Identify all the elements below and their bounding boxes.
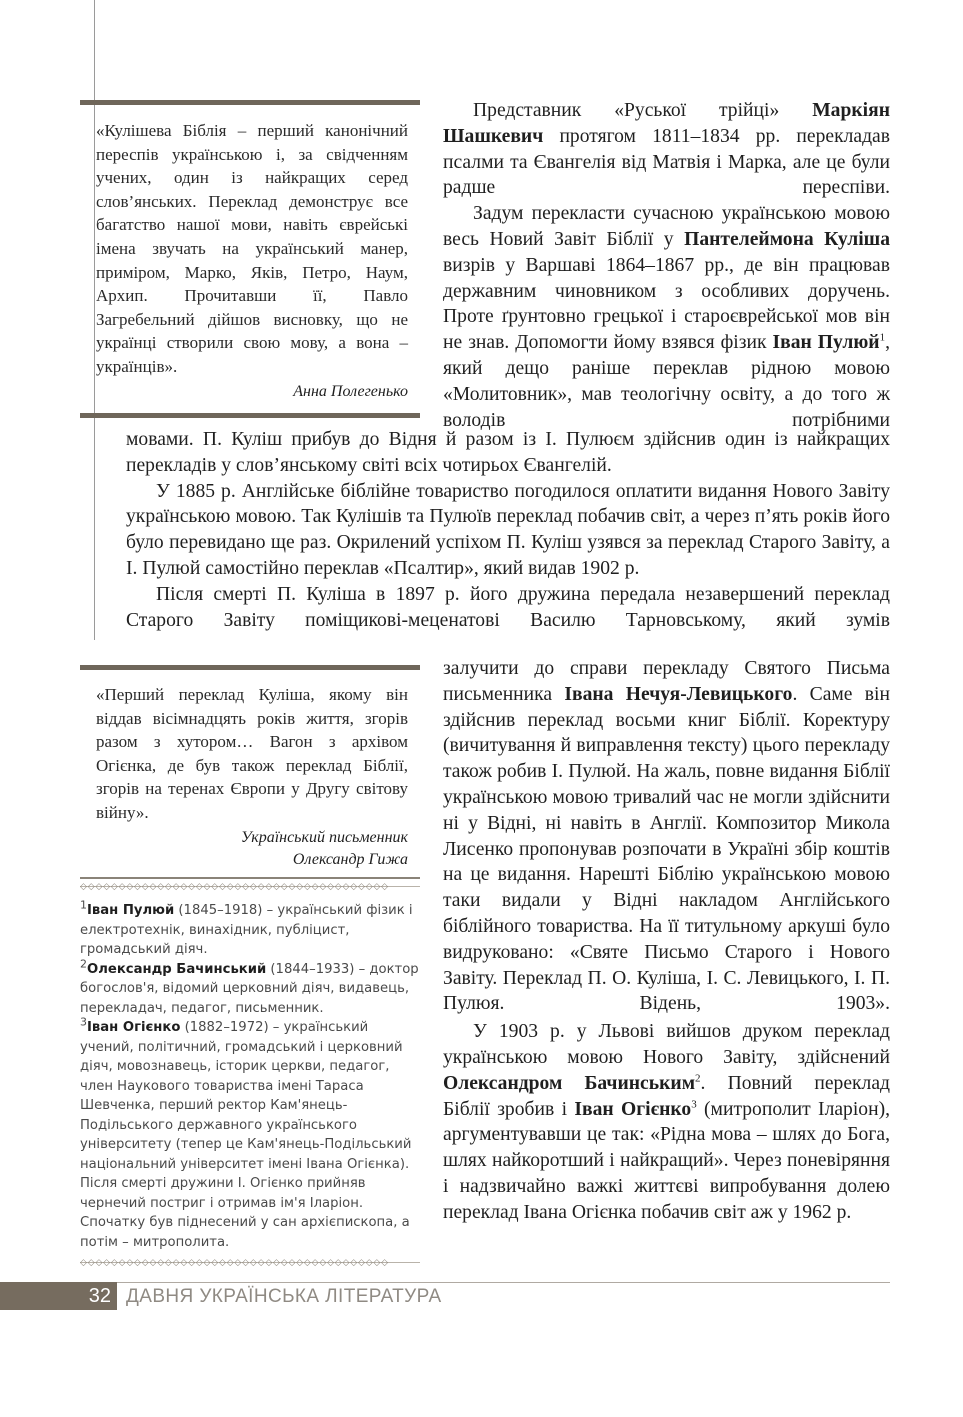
quote-text: «Перший переклад Куліша, якому він віддав вісімнадцять років життя, згорів разом з хутором… Вагон з архівом Огієнка, де був також переклад Біблії, згорів на теренах Європи у Другу світову війну». [96,685,408,822]
section-title: ДАВНЯ УКРАЇНСЬКА ЛІТЕРАТУРА [126,1286,442,1307]
quote-text: «Кулішева Біблія – перший канонічний переспів українською і, за свідченням учених, один із найкращих серед слов’янських. Переклад демонструє все багатство нашої мови, навіть єврейські імена звучать на український манер, приміром, Марко, Яків, Петро, Наум, Архип. Прочитавши її, Павло Загребельний дійшов висновку, що не українці створили свою мову, а вона – українців». [96,121,408,376]
footnote-ref-3: 3 [691,1098,697,1111]
paragraph-1885: У 1885 р. Англійське біблійне товариство погодилося оплатити видання Нового Завіту українською мовою. Так Кулішів та Пулюїв переклад побачив світ, а через п’ять років його було перевидано ще раз. Окрилений успіхом П. Куліш узявся за переклад Старого Завіту, а І. Пулюй самостійно переклав «Псалтир», який видав 1902 р. [126,480,890,579]
quote-bottom-bar [80,877,420,879]
sidebar-quote-polehenko [80,100,420,418]
paragraph-nechuy: залучити до справи перекладу Святого Письма письменника Івана Нечуя-Левицького. Саме він здійснив переклад восьми книг Біблії. Коректуру (вичитування й виправлення тексту) цього перекладу також робив І. Пулюй. На жаль, повне видання Біблії українською мовою тривалий час не могли здійснити ні у Відні, ні навіть в Англії. Композитор Микола Лисенко пропонував розпочати в Україні збір коштів на це видання. Нарешті Біблію українською мовою таки видали у Відні накладом Англійського біблійного товариства. На її титульному аркуші було видруковано: «Святе Письмо Старого і Нового Завіту. Переклад П. О. Куліша, І. С. Левицького, І. П. Пулюя. Відень, 1903». [443,658,890,1015]
name-kulish: Пантелеймона Куліша [684,228,890,250]
main-text-full [126,427,890,633]
quote-top-bar [80,100,420,105]
paragraph-kulish-continued: мовами. П. Куліш прибув до Відня й разом із І. Пулюєм здійснив один із найкращих перекладів у слов’янському світі всіх чотирьох Євангелій. [126,429,890,476]
footnote-ref-1: 1 [879,331,886,344]
name-bachynsky: Олександром Бачинським [443,1072,696,1094]
paragraph-kulish: Задум перекласти сучасною українською мовою весь Новий Завіт Біблії у Пантелеймона Куліша визрів у Варшаві 1864–1867 рр., де він працював державним чиновником з особливих доручень. Проте ґрунтовно грецької і староєврейської мов він не знав. Допомогти йому взявся фізик Іван Пулюй$^1$, який дещо раніше переклав рідною мовою «Молитовник», мав теологічну освіту, а до того ж володів потрібними [443,203,890,431]
name-ohienko: Іван Огієнко [574,1098,692,1120]
name-nechuy-levytsky: Івана Нечуя-Левицького [564,683,793,705]
quote-author: Анна Полегенько [293,382,408,400]
page-number: 32 [88,1285,111,1307]
page-number-box [0,1282,117,1310]
name-shashkevych: Маркіян Шашкевич [443,100,890,147]
footnote-3: $^3$Іван Огієнко (1882–1972) – український учений, політичний, громадський і церковний діяч, мовознавець, історик церкви, педагог, член Наукового товариства імені Тараса Шевченка, перший ректор Кам'янець-Подільського державного українського університету (тепер це Кам'янець-Подільський національний університет імені Івана Огієнка). Після смерті дружини І. Огієнко прийняв чернечий постриг і отримав ім'я Іларіон. Спочатку був піднесений у сан архієпископа, а потім – митрополита. [80,1015,412,1250]
footnotes [80,880,420,1270]
quote-author-role: Український письменник [240,828,408,846]
quote-author-name: Олександр Гижа [292,850,408,868]
paragraph-tarnovsky: Після смерті П. Куліша в 1897 р. його дружина передала незавершений переклад Старого Завіту поміщикові-меценатові Василю Тарновському, який зумів [126,583,890,631]
ornament-divider-top: ◇◇◇◇◇◇◇◇◇◇◇◇◇◇◇◇◇◇◇◇◇◇◇◇◇◇◇◇◇◇◇◇◇◇◇◇◇◇◇◇ [80,880,420,894]
quote-top-bar [80,665,420,670]
footnote-2: $^2$Олександр Бачинський (1844–1933) – доктор богослов'я, відомий церковний діяч, видавець, перекладач, педагог, письменник. [80,957,419,1016]
main-text-bottom [443,656,890,1226]
footer-rule [117,1282,890,1283]
name-puluj: Іван Пулюй [772,332,880,354]
footnote-1: $^1$Іван Пулюй (1845–1918) – український фізик і електротехнік, винахідник, публіцист, громадський діяч. [80,898,413,957]
footnote-ref-2: 2 [695,1072,701,1085]
ornament-divider-bottom: ◇◇◇◇◇◇◇◇◇◇◇◇◇◇◇◇◇◇◇◇◇◇◇◇◇◇◇◇◇◇◇◇◇◇◇◇◇◇◇◇ [80,1256,420,1270]
main-text-top [443,98,890,433]
sidebar-quote-hyzha [80,665,420,879]
page-footer [0,1282,963,1310]
paragraph-1903: У 1903 р. у Львові вийшов друком переклад українською мовою Нового Завіту, здійснений Олександром Бачинським$^2$. Повний переклад Біблії зробив і Іван Огієнко$^3$ (митрополит Іларіон), аргументувавши це так: «Рідна мова – шлях до Бога, шлях найкоротший і найкращий». Через поневіряння і надзвичайно важкі життєві випробування долею переклад Івана Огієнка побачив світ аж у 1962 р. [443,1021,890,1223]
paragraph-shashkevych: Представник «Руської трійці» Маркіян Шашкевич протягом 1811–1834 рр. перекладав псалми та Євангелія від Матвія і Марка, але це були радше переспіви. [443,100,890,199]
quote-bottom-bar [80,413,420,418]
